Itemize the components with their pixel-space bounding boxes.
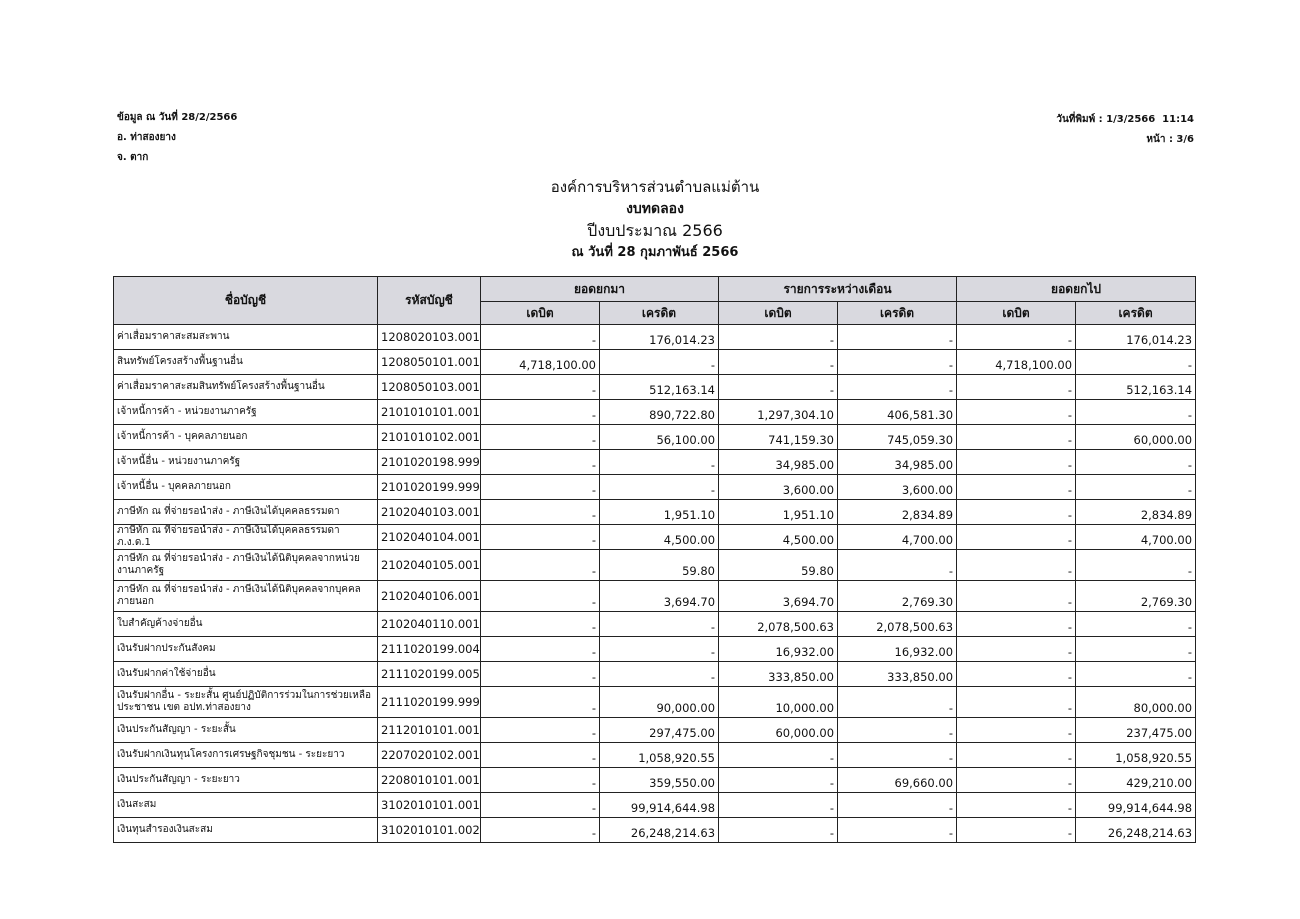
account-code-cell: 2101020198.999 xyxy=(378,450,481,475)
table-row xyxy=(114,400,1196,425)
table-row xyxy=(114,662,1196,687)
month-debit-cell: 34,985.00 xyxy=(719,450,838,475)
col-header-credit: เครดิต xyxy=(1076,302,1196,325)
report-meta-left xyxy=(117,108,237,168)
cf-credit-cell: 512,163.14 xyxy=(1076,375,1196,400)
month-debit-cell: 2,078,500.63 xyxy=(719,612,838,637)
account-code-cell: 1208050103.001 xyxy=(378,375,481,400)
table-row xyxy=(114,500,1196,525)
table-row xyxy=(114,550,1196,581)
col-header-debit: เดบิต xyxy=(719,302,838,325)
month-credit-cell: - xyxy=(838,718,957,743)
account-code-cell: 2208010101.001 xyxy=(378,768,481,793)
month-credit-cell: 16,932.00 xyxy=(838,637,957,662)
account-code-cell: 2101020199.999 xyxy=(378,475,481,500)
account-name-cell: ภาษีหัก ณ ที่จ่ายรอนำส่ง - ภาษีเงินได้บุคคลธรรมดา xyxy=(114,500,378,525)
bf-debit-cell: - xyxy=(481,662,600,687)
account-name-cell: ภาษีหัก ณ ที่จ่ายรอนำส่ง - ภาษีเงินได้บุคคลธรรมดา ภ.ง.ด.1 xyxy=(114,525,378,550)
bf-credit-cell: 176,014.23 xyxy=(600,325,719,350)
month-debit-cell: - xyxy=(719,818,838,843)
month-debit-cell: 60,000.00 xyxy=(719,718,838,743)
bf-debit-cell: - xyxy=(481,612,600,637)
bf-credit-cell: - xyxy=(600,450,719,475)
table-row xyxy=(114,793,1196,818)
bf-credit-cell: - xyxy=(600,475,719,500)
table-row xyxy=(114,818,1196,843)
bf-debit-cell: - xyxy=(481,637,600,662)
report-title: งบทดลอง xyxy=(626,201,684,217)
account-code-cell: 1208020103.001 xyxy=(378,325,481,350)
table-row xyxy=(114,525,1196,550)
bf-credit-cell: 890,722.80 xyxy=(600,400,719,425)
print-date: วันที่พิมพ์ : 1/3/2566 11:14 xyxy=(1056,114,1194,125)
bf-debit-cell: - xyxy=(481,718,600,743)
cf-credit-cell: 80,000.00 xyxy=(1076,687,1196,718)
month-credit-cell: 745,059.30 xyxy=(838,425,957,450)
bf-credit-cell: - xyxy=(600,662,719,687)
month-debit-cell: 1,297,304.10 xyxy=(719,400,838,425)
bf-debit-cell: - xyxy=(481,375,600,400)
account-code-cell: 2102040105.001 xyxy=(378,550,481,581)
bf-credit-cell: 1,058,920.55 xyxy=(600,743,719,768)
month-debit-cell: 741,159.30 xyxy=(719,425,838,450)
account-code-cell: 2111020199.005 xyxy=(378,662,481,687)
bf-debit-cell: - xyxy=(481,400,600,425)
month-debit-cell: 3,600.00 xyxy=(719,475,838,500)
account-name-cell: สินทรัพย์โครงสร้างพื้นฐานอื่น xyxy=(114,350,378,375)
table-body xyxy=(114,325,1196,843)
month-credit-cell: 69,660.00 xyxy=(838,768,957,793)
bf-credit-cell: 359,550.00 xyxy=(600,768,719,793)
cf-credit-cell: - xyxy=(1076,350,1196,375)
trial-balance-table xyxy=(113,276,1196,843)
col-header-account-name: ชื่อบัญชี xyxy=(114,277,378,325)
month-credit-cell: 406,581.30 xyxy=(838,400,957,425)
month-debit-cell: - xyxy=(719,325,838,350)
bf-credit-cell: - xyxy=(600,637,719,662)
cf-debit-cell: - xyxy=(957,475,1076,500)
cf-credit-cell: - xyxy=(1076,550,1196,581)
account-name-cell: ภาษีหัก ณ ที่จ่ายรอนำส่ง - ภาษีเงินได้นิติบุคคลจากบุคคลภายนอก xyxy=(114,581,378,612)
cf-credit-cell: - xyxy=(1076,637,1196,662)
cf-debit-cell: - xyxy=(957,375,1076,400)
bf-credit-cell: 1,951.10 xyxy=(600,500,719,525)
table-row xyxy=(114,350,1196,375)
cf-credit-cell: 176,014.23 xyxy=(1076,325,1196,350)
table-row xyxy=(114,475,1196,500)
month-credit-cell: - xyxy=(838,793,957,818)
cf-credit-cell: - xyxy=(1076,662,1196,687)
month-debit-cell: 3,694.70 xyxy=(719,581,838,612)
account-name-cell: เงินรับฝากเงินทุนโครงการเศรษฐกิจชุมชน - ระยะยาว xyxy=(114,743,378,768)
month-credit-cell: 4,700.00 xyxy=(838,525,957,550)
cf-credit-cell: 1,058,920.55 xyxy=(1076,743,1196,768)
account-name-cell: เงินรับฝากอื่น - ระยะสั้น ศูนย์ปฏิบัติการร่วมในการช่วยเหลือประชาชน เขต อปท.ท่าสองยาง xyxy=(114,687,378,718)
account-code-cell: 2102040104.001 xyxy=(378,525,481,550)
bf-credit-cell: 56,100.00 xyxy=(600,425,719,450)
month-debit-cell: 4,500.00 xyxy=(719,525,838,550)
col-header-account-code: รหัสบัญชี xyxy=(378,277,481,325)
bf-credit-cell: 90,000.00 xyxy=(600,687,719,718)
account-name-cell: เจ้าหนี้การค้า - บุคคลภายนอก xyxy=(114,425,378,450)
cf-debit-cell: - xyxy=(957,325,1076,350)
account-name-cell: เงินรับฝากค่าใช้จ่ายอื่น xyxy=(114,662,378,687)
cf-credit-cell: - xyxy=(1076,400,1196,425)
cf-debit-cell: - xyxy=(957,550,1076,581)
account-code-cell: 2111020199.999 xyxy=(378,687,481,718)
cf-credit-cell: - xyxy=(1076,475,1196,500)
table-row xyxy=(114,718,1196,743)
bf-credit-cell: 297,475.00 xyxy=(600,718,719,743)
cf-debit-cell: - xyxy=(957,400,1076,425)
month-debit-cell: - xyxy=(719,350,838,375)
account-name-cell: เจ้าหนี้อื่น - หน่วยงานภาครัฐ xyxy=(114,450,378,475)
month-debit-cell: 333,850.00 xyxy=(719,662,838,687)
bf-credit-cell: - xyxy=(600,612,719,637)
cf-credit-cell: 99,914,644.98 xyxy=(1076,793,1196,818)
cf-credit-cell: 26,248,214.63 xyxy=(1076,818,1196,843)
account-code-cell: 2112010101.001 xyxy=(378,718,481,743)
fiscal-year-title: ปีงบประมาณ 2566 xyxy=(587,221,723,240)
col-group-month: รายการระหว่างเดือน xyxy=(719,277,957,302)
account-name-cell: เจ้าหนี้อื่น - บุคคลภายนอก xyxy=(114,475,378,500)
table-row xyxy=(114,612,1196,637)
month-debit-cell: 59.80 xyxy=(719,550,838,581)
account-name-cell: เงินทุนสำรองเงินสะสม xyxy=(114,818,378,843)
account-name-cell: เงินรับฝากประกันสังคม xyxy=(114,637,378,662)
province: จ. ตาก xyxy=(117,152,149,163)
bf-debit-cell: - xyxy=(481,768,600,793)
cf-debit-cell: - xyxy=(957,612,1076,637)
account-code-cell: 2111020199.004 xyxy=(378,637,481,662)
data-date: ข้อมูล ณ วันที่ 28/2/2566 xyxy=(117,112,238,123)
bf-credit-cell: 59.80 xyxy=(600,550,719,581)
cf-debit-cell: - xyxy=(957,425,1076,450)
table-row xyxy=(114,581,1196,612)
cf-credit-cell: 4,700.00 xyxy=(1076,525,1196,550)
col-group-brought-forward: ยอดยกมา xyxy=(481,277,719,302)
bf-debit-cell: - xyxy=(481,450,600,475)
bf-debit-cell: - xyxy=(481,743,600,768)
bf-debit-cell: - xyxy=(481,475,600,500)
bf-debit-cell: - xyxy=(481,425,600,450)
bf-debit-cell: - xyxy=(481,525,600,550)
cf-debit-cell: 4,718,100.00 xyxy=(957,350,1076,375)
table-row xyxy=(114,325,1196,350)
account-code-cell: 3102010101.001 xyxy=(378,793,481,818)
bf-debit-cell: 4,718,100.00 xyxy=(481,350,600,375)
cf-debit-cell: - xyxy=(957,525,1076,550)
table-row xyxy=(114,687,1196,718)
account-code-cell: 2207020102.001 xyxy=(378,743,481,768)
cf-debit-cell: - xyxy=(957,818,1076,843)
month-debit-cell: - xyxy=(719,793,838,818)
col-header-debit: เดบิต xyxy=(481,302,600,325)
account-name-cell: เงินสะสม xyxy=(114,793,378,818)
month-credit-cell: - xyxy=(838,743,957,768)
bf-credit-cell: 99,914,644.98 xyxy=(600,793,719,818)
cf-debit-cell: - xyxy=(957,718,1076,743)
table-row xyxy=(114,375,1196,400)
month-debit-cell: 10,000.00 xyxy=(719,687,838,718)
cf-debit-cell: - xyxy=(957,662,1076,687)
month-credit-cell: - xyxy=(838,350,957,375)
bf-credit-cell: 3,694.70 xyxy=(600,581,719,612)
bf-credit-cell: 4,500.00 xyxy=(600,525,719,550)
account-name-cell: ภาษีหัก ณ ที่จ่ายรอนำส่ง - ภาษีเงินได้นิติบุคคลจากหน่วยงานภาครัฐ xyxy=(114,550,378,581)
as-of-date-title: ณ วันที่ 28 กุมภาพันธ์ 2566 xyxy=(571,245,739,260)
month-debit-cell: - xyxy=(719,743,838,768)
table-row xyxy=(114,743,1196,768)
bf-debit-cell: - xyxy=(481,325,600,350)
bf-credit-cell: 26,248,214.63 xyxy=(600,818,719,843)
account-name-cell: ค่าเสื่อมราคาสะสมสินทรัพย์โครงสร้างพื้นฐานอื่น xyxy=(114,375,378,400)
cf-debit-cell: - xyxy=(957,768,1076,793)
month-credit-cell: 2,769.30 xyxy=(838,581,957,612)
table-row xyxy=(114,450,1196,475)
col-header-credit: เครดิต xyxy=(600,302,719,325)
table-row xyxy=(114,637,1196,662)
cf-debit-cell: - xyxy=(957,450,1076,475)
month-credit-cell: 333,850.00 xyxy=(838,662,957,687)
month-credit-cell: 2,834.89 xyxy=(838,500,957,525)
account-code-cell: 2101010102.001 xyxy=(378,425,481,450)
bf-debit-cell: - xyxy=(481,550,600,581)
cf-credit-cell: 2,834.89 xyxy=(1076,500,1196,525)
cf-credit-cell: 237,475.00 xyxy=(1076,718,1196,743)
bf-debit-cell: - xyxy=(481,500,600,525)
month-credit-cell: 2,078,500.63 xyxy=(838,612,957,637)
month-credit-cell: 3,600.00 xyxy=(838,475,957,500)
col-header-debit: เดบิต xyxy=(957,302,1076,325)
table-row xyxy=(114,425,1196,450)
account-code-cell: 2102040106.001 xyxy=(378,581,481,612)
cf-debit-cell: - xyxy=(957,743,1076,768)
report-titles xyxy=(0,176,1300,264)
bf-debit-cell: - xyxy=(481,687,600,718)
cf-debit-cell: - xyxy=(957,637,1076,662)
cf-credit-cell: 429,210.00 xyxy=(1076,768,1196,793)
page-number: หน้า : 3/6 xyxy=(1146,134,1194,145)
account-code-cell: 2102040103.001 xyxy=(378,500,481,525)
account-code-cell: 1208050101.001 xyxy=(378,350,481,375)
bf-debit-cell: - xyxy=(481,581,600,612)
cf-credit-cell: - xyxy=(1076,612,1196,637)
month-credit-cell: 34,985.00 xyxy=(838,450,957,475)
cf-debit-cell: - xyxy=(957,687,1076,718)
month-debit-cell: 16,932.00 xyxy=(719,637,838,662)
bf-debit-cell: - xyxy=(481,818,600,843)
month-debit-cell: 1,951.10 xyxy=(719,500,838,525)
month-credit-cell: - xyxy=(838,325,957,350)
month-debit-cell: - xyxy=(719,768,838,793)
month-credit-cell: - xyxy=(838,550,957,581)
account-name-cell: เงินประกันสัญญา - ระยะยาว xyxy=(114,768,378,793)
month-credit-cell: - xyxy=(838,818,957,843)
month-debit-cell: - xyxy=(719,375,838,400)
col-group-carried-forward: ยอดยกไป xyxy=(957,277,1196,302)
cf-debit-cell: - xyxy=(957,581,1076,612)
col-header-credit: เครดิต xyxy=(838,302,957,325)
district: อ. ท่าสองยาง xyxy=(117,132,176,143)
account-code-cell: 2102040110.001 xyxy=(378,612,481,637)
cf-credit-cell: 60,000.00 xyxy=(1076,425,1196,450)
bf-credit-cell: - xyxy=(600,350,719,375)
organization-title: องค์การบริหารส่วนตำบลแม่ต้าน xyxy=(550,178,760,196)
cf-credit-cell: 2,769.30 xyxy=(1076,581,1196,612)
bf-credit-cell: 512,163.14 xyxy=(600,375,719,400)
table-row xyxy=(114,768,1196,793)
account-name-cell: ใบสำคัญค้างจ่ายอื่น xyxy=(114,612,378,637)
month-credit-cell: - xyxy=(838,687,957,718)
cf-debit-cell: - xyxy=(957,500,1076,525)
cf-credit-cell: - xyxy=(1076,450,1196,475)
account-code-cell: 3102010101.002 xyxy=(378,818,481,843)
account-name-cell: ค่าเสื่อมราคาสะสมสะพาน xyxy=(114,325,378,350)
bf-debit-cell: - xyxy=(481,793,600,818)
cf-debit-cell: - xyxy=(957,793,1076,818)
report-meta-right xyxy=(1056,110,1194,150)
account-code-cell: 2101010101.001 xyxy=(378,400,481,425)
month-credit-cell: - xyxy=(838,375,957,400)
account-name-cell: เงินประกันสัญญา - ระยะสั้น xyxy=(114,718,378,743)
account-name-cell: เจ้าหนี้การค้า - หน่วยงานภาครัฐ xyxy=(114,400,378,425)
